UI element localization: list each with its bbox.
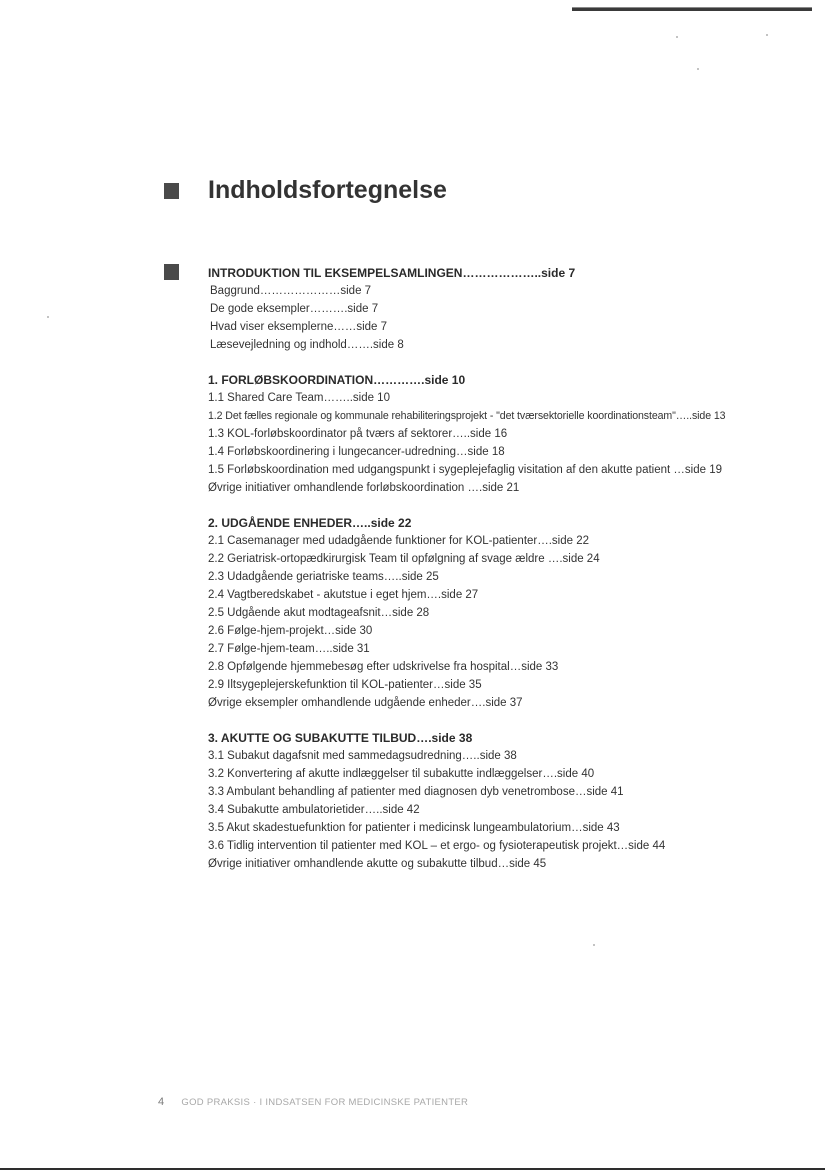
toc-item[interactable]: Øvrige initiativer omhandlende forløbskoordination ….side 21 (208, 482, 520, 494)
page-number: 4 (158, 1096, 165, 1108)
toc-item[interactable]: 2.2 Geriatrisk-ortopædkirurgisk Team til opfølgning af svage ældre ….side 24 (208, 553, 600, 565)
scan-speck (676, 36, 678, 38)
footer-text: GOD PRAKSIS · I INDSATSEN FOR MEDICINSKE PATIENTER (181, 1097, 469, 1108)
toc-item[interactable]: 1.4 Forløbskoordinering i lungecancer-udredning…side 18 (208, 446, 505, 458)
scan-speck (593, 944, 595, 946)
toc-item[interactable]: 1.1 Shared Care Team……..side 10 (208, 392, 390, 404)
toc-item[interactable]: Øvrige initiativer omhandlende akutte og subakutte tilbud…side 45 (208, 858, 547, 870)
toc-item[interactable]: De gode eksempler……….side 7 (210, 303, 379, 315)
toc-item[interactable]: 2.8 Opfølgende hjemmebesøg efter udskrivelse fra hospital…side 33 (208, 661, 559, 673)
toc-item[interactable]: 3.4 Subakutte ambulatorietider…..side 42 (208, 804, 420, 816)
toc-heading[interactable]: 3. AKUTTE OG SUBAKUTTE TILBUD….side 38 (208, 731, 473, 745)
title-bullet-square (164, 183, 179, 199)
toc-heading[interactable]: INTRODUKTION TIL EKSEMPELSAMLINGEN………………..side 7 (208, 266, 576, 280)
toc-heading[interactable]: 1. FORLØBSKOORDINATION………….side 10 (208, 373, 466, 387)
toc-item[interactable]: 1.3 KOL-forløbskoordinator på tværs af sektorer…..side 16 (208, 428, 508, 440)
toc-item[interactable]: 2.6 Følge-hjem-projekt…side 30 (208, 625, 373, 637)
toc-item[interactable]: 2.3 Udadgående geriatriske teams…..side 25 (208, 571, 439, 583)
toc-item[interactable]: 1.2 Det fælles regionale og kommunale rehabiliteringsprojekt - "det tværsektorielle koordinationsteam"…..side 13 (208, 410, 726, 422)
page-title: Indholdsfortegnelse (208, 176, 447, 204)
toc-item[interactable]: Hvad viser eksemplerne……side 7 (210, 321, 388, 333)
toc-section-udgaaende-enheder (208, 514, 808, 712)
section-bullet-square (164, 264, 179, 280)
toc-item[interactable]: 3.5 Akut skadestuefunktion for patienter i medicinsk lungeambulatorium…side 43 (208, 822, 620, 834)
toc-section-forloebskoordination (208, 371, 808, 497)
toc-section-akutte-tilbud (208, 729, 808, 873)
toc-item[interactable]: 3.1 Subakut dagafsnit med sammedagsudredning…..side 38 (208, 750, 517, 762)
toc-heading[interactable]: 2. UDGÅENDE ENHEDER…..side 22 (208, 516, 412, 530)
toc-section-introduction (208, 264, 808, 354)
toc-item[interactable]: Øvrige eksempler omhandlende udgående enheder….side 37 (208, 697, 523, 709)
toc-item[interactable]: 2.1 Casemanager med udadgående funktioner for KOL-patienter….side 22 (208, 535, 590, 547)
toc-item[interactable]: 2.5 Udgående akut modtageafsnit…side 28 (208, 607, 430, 619)
toc-item[interactable]: 1.5 Forløbskoordination med udgangspunkt i sygeplejefaglig visitation af den akutte patient …side 19 (208, 464, 722, 476)
toc-item[interactable]: 3.3 Ambulant behandling af patienter med diagnosen dyb venetrombose…side 41 (208, 786, 624, 798)
bottom-rule (0, 1168, 825, 1170)
toc-item[interactable]: 2.7 Følge-hjem-team…..side 31 (208, 643, 370, 655)
toc-item[interactable]: 3.6 Tidlig intervention til patienter med KOL – et ergo- og fysioterapeutisk projekt…side 44 (208, 840, 666, 852)
toc-item[interactable]: Læsevejledning og indhold…….side 8 (210, 339, 404, 351)
scan-speck (697, 68, 699, 70)
table-of-contents (208, 264, 808, 890)
toc-item[interactable]: Baggrund…………………side 7 (210, 285, 372, 297)
toc-item[interactable]: 3.2 Konvertering af akutte indlæggelser til subakutte indlæggelser….side 40 (208, 768, 595, 780)
page-footer (158, 1096, 468, 1108)
toc-item[interactable]: 2.4 Vagtberedskabet - akutstue i eget hjem….side 27 (208, 589, 479, 601)
top-rule (572, 8, 812, 11)
scan-speck (766, 34, 768, 36)
toc-item[interactable]: 2.9 Iltsygeplejerskefunktion til KOL-patienter…side 35 (208, 679, 482, 691)
scan-speck (47, 316, 49, 318)
